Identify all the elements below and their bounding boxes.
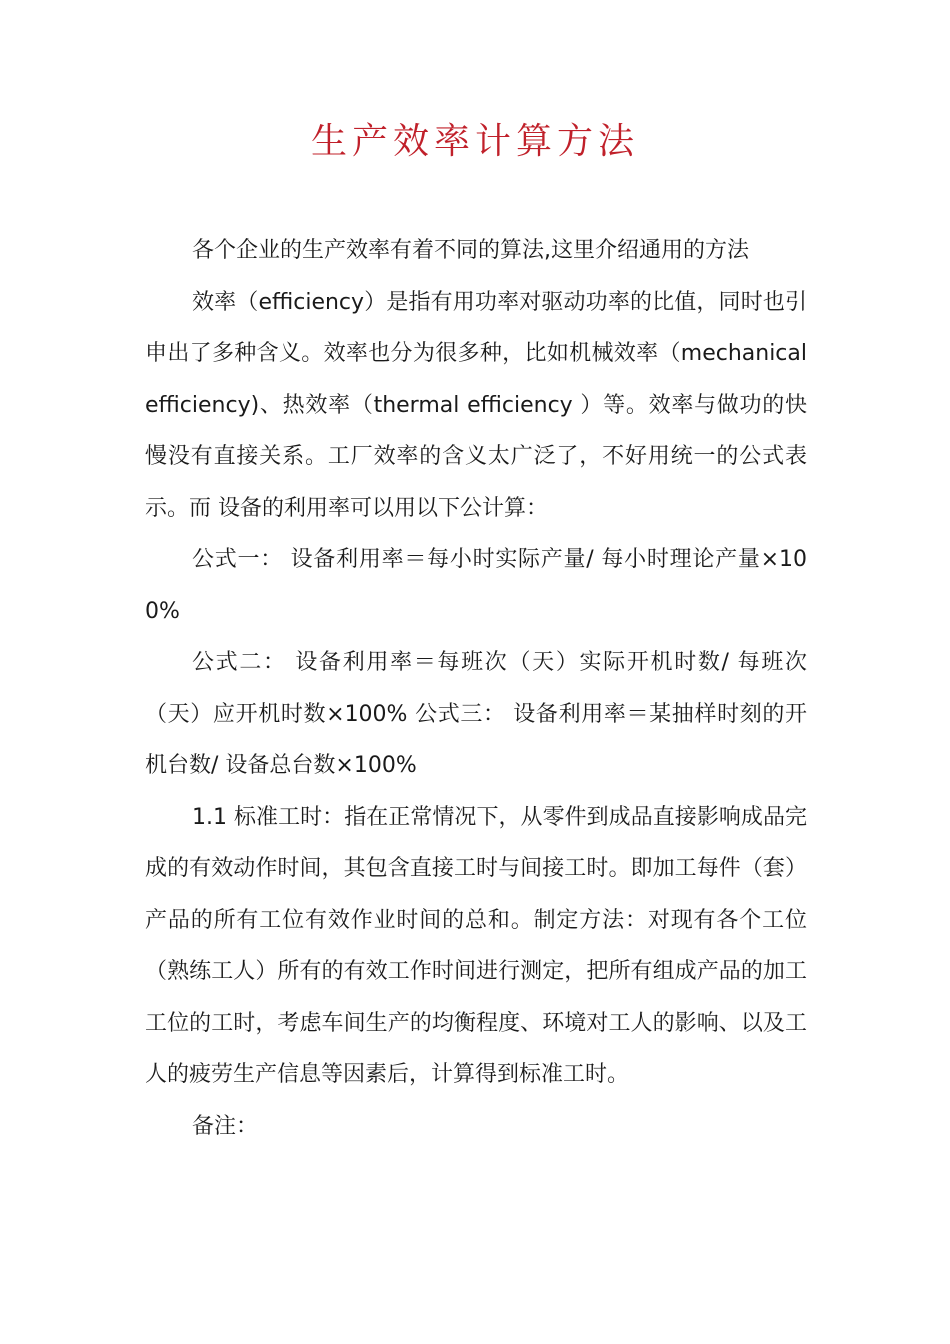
paragraph-formula-one: 公式一： 设备利用率＝每小时实际产量/ 每小时理论产量×100%: [145, 547, 807, 624]
paragraph-standard-time: 1.1 标准工时：指在正常情况下，从零件到成品直接影响成品完成的有效动作时间，其包含直接工时与间接工时。即加工每件（套）产品的所有工位有效作业时间的总和。制定方法：对现有各个工位（熟练工人）所有的有效工作时间进行测定，把所有组成产品的加工工位的工时，考虑车间生产的均衡程度、环境对工人的影响、以及工人的疲劳生产信息等因素后，计算得到标准工时。: [145, 804, 807, 1087]
document-title: 生产效率计算方法: [310, 121, 639, 162]
paragraph-remarks: 备注：: [192, 1113, 259, 1139]
paragraph-formula-two-three: 公式二： 设备利用率＝每班次（天）实际开机时数/ 每班次（天）应开机时数×100% 公式三： 设备利用率＝某抽样时刻的开机台数/ 设备总台数×100%: [145, 650, 807, 778]
paragraph-intro: 各个企业的生产效率有着不同的算法,这里介绍通用的方法: [192, 238, 749, 263]
paragraph-efficiency-definition: 效率（efficiency）是指有用功率对驱动功率的比值，同时也引申出了多种含义。效率也分为很多种，比如机械效率（mechanical efficiency)、热效率（thermal efficiency ）等。效率与做功的快慢没有直接关系。工厂效率的含义太广泛了，不好用统一的公式表示。而 设备的利用率可以用以下公计算：: [145, 289, 807, 521]
document-body: [145, 225, 807, 1152]
